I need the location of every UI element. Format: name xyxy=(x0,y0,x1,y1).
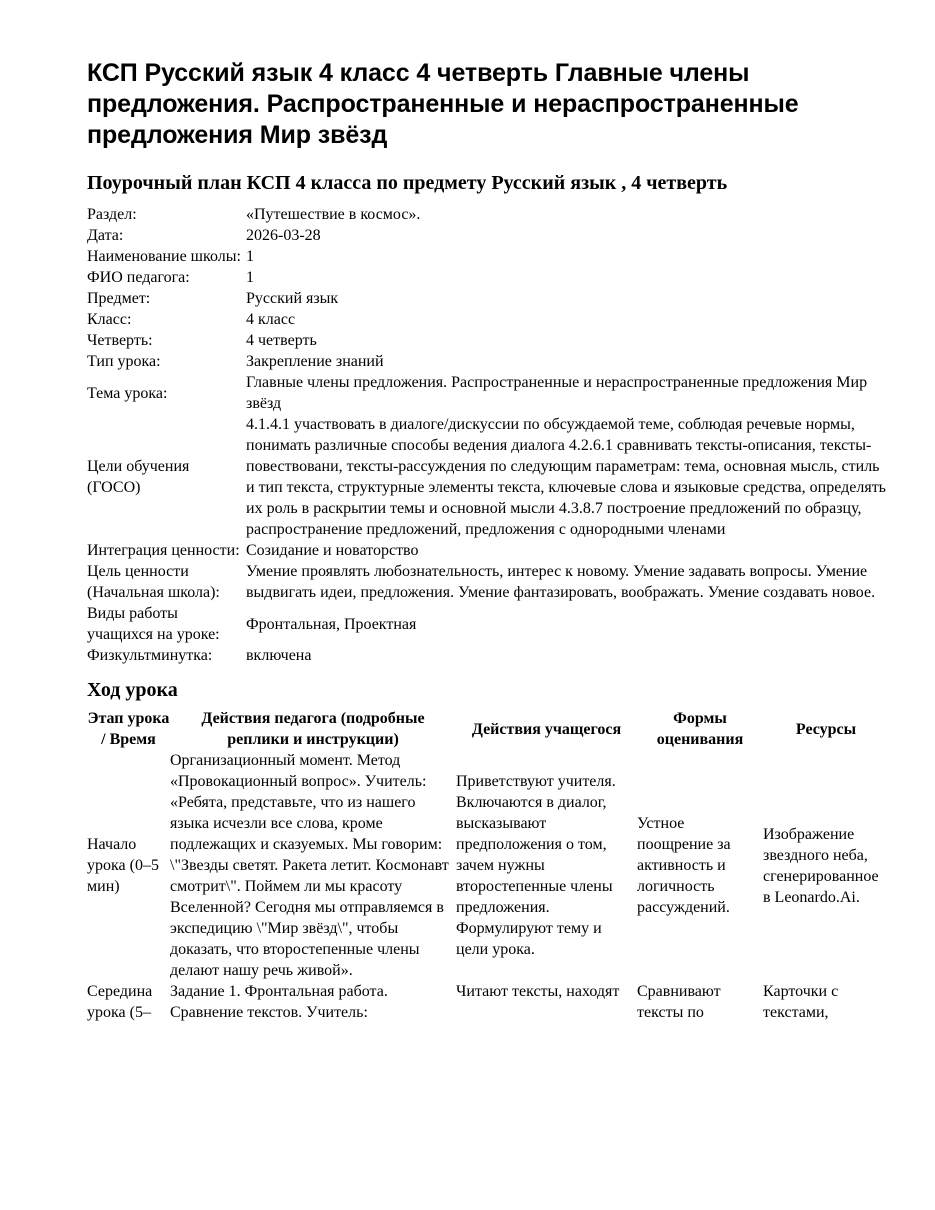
cell-teacher-actions: Задание 1. Фронтальная работа. Сравнение текстов. Учитель: xyxy=(170,983,388,1021)
cell-stage: Середина урока (5– xyxy=(87,983,153,1021)
document-title: КСП Русский язык 4 класс 4 четверть Главные члены предложения. Распространенные и нераспространенные предложения Мир звёзд xyxy=(87,59,799,149)
info-row xyxy=(87,309,889,330)
table-row xyxy=(87,981,889,1023)
document-page xyxy=(87,58,889,1023)
info-row xyxy=(87,225,889,246)
header-student-actions: Действия учащегося xyxy=(471,720,622,738)
info-value: 1 xyxy=(246,269,254,286)
info-value: 2026-03-28 xyxy=(246,227,321,244)
info-row xyxy=(87,603,889,645)
lesson-flow-heading: Ход урока xyxy=(87,679,178,701)
lesson-info-table xyxy=(87,204,889,666)
info-label: Класс: xyxy=(87,311,132,328)
info-row xyxy=(87,246,889,267)
info-value: 4.1.4.1 участвовать в диалоге/дискуссии по обсуждаемой теме, соблюдая речевые нормы, понимать различные способы ведения диалога 4.2.6.1 сравнивать тексты-описания, тексты-повествовани, тексты-рассуждения по следующим параметрам: тема, основная мысль, стиль и тип текста, структурные элементы текста, ключевые слова и языковые средства, определять их роль в раскрытии темы и основной мысли 4.3.8.7 построение предложений по образцу, распространение предложений, предложения с однородными членами xyxy=(246,416,886,538)
info-label: Четверть: xyxy=(87,332,153,349)
info-row xyxy=(87,540,889,561)
info-label: ФИО педагога: xyxy=(87,269,190,286)
info-row xyxy=(87,414,889,540)
info-label: Тема урока: xyxy=(87,384,168,402)
cell-resources: Изображение звездного неба, сгенерированное в Leonardo.Ai. xyxy=(763,825,879,906)
info-row xyxy=(87,204,889,225)
info-value: 4 класс xyxy=(246,311,296,328)
info-value: Главные члены предложения. Распространенные и нераспространенные предложения Мир звёзд xyxy=(246,374,868,412)
info-value: «Путешествие в космос». xyxy=(246,206,421,223)
info-value: Русский язык xyxy=(246,290,339,307)
plan-subtitle: Поурочный план КСП 4 класса по предмету Русский язык , 4 четверть xyxy=(87,172,728,194)
info-label: Цель ценности (Начальная школа): xyxy=(87,563,220,601)
info-row xyxy=(87,330,889,351)
info-row xyxy=(87,645,889,666)
cell-student-actions: Читают тексты, находят xyxy=(456,983,620,1000)
info-label: Предмет: xyxy=(87,290,151,307)
info-value: Созидание и новаторство xyxy=(246,542,419,559)
info-label: Физкультминутка: xyxy=(87,647,213,664)
lesson-table-header xyxy=(87,708,889,750)
header-assessment: Формы оценивания xyxy=(656,710,744,748)
cell-teacher-actions: Организационный момент. Метод «Провокационный вопрос». Учитель: «Ребята, представьте, что из нашего языка исчезли все слова, кроме подлежащих и сказуемых. Мы говорим: \"Звезды светят. Ракета летит. Космонавт смотрит\". Поймем ли мы красоту Вселенной? Сегодня мы отправляемся в экспедицию \"Мир звёзд\", чтобы доказать, что второстепенные члены делают нашу речь живой». xyxy=(170,752,449,979)
info-row xyxy=(87,351,889,372)
info-label: Интеграция ценности: xyxy=(87,542,240,559)
info-value: 4 четверть xyxy=(246,332,317,349)
info-label: Наименование школы: xyxy=(87,248,241,265)
info-row xyxy=(87,561,889,603)
header-stage: Этап урока / Время xyxy=(87,710,170,748)
info-value: включена xyxy=(246,647,312,664)
header-teacher-actions: Действия педагога (подробные реплики и инструкции) xyxy=(201,710,425,748)
info-label: Раздел: xyxy=(87,206,137,223)
cell-assessment: Сравнивают тексты по xyxy=(637,983,721,1021)
lesson-flow-table xyxy=(87,708,889,1023)
info-row xyxy=(87,267,889,288)
cell-stage: Начало урока (0–5 мин) xyxy=(87,836,159,895)
info-label: Дата: xyxy=(87,227,124,244)
header-resources: Ресурсы xyxy=(795,720,857,738)
cell-student-actions: Приветствуют учителя. Включаются в диалог, высказывают предположения о том, зачем нужны второстепенные члены предложения. Формулируют тему и цели урока. xyxy=(456,773,616,958)
cell-assessment: Устное поощрение за активность и логичность рассуждений. xyxy=(637,815,731,916)
info-row xyxy=(87,288,889,309)
info-label: Цели обучения (ГОСО) xyxy=(87,458,190,496)
info-row xyxy=(87,372,889,414)
info-label: Тип урока: xyxy=(87,353,161,370)
info-value: Фронтальная, Проектная xyxy=(246,615,417,633)
table-row xyxy=(87,750,889,981)
info-value: Умение проявлять любознательность, интерес к новому. Умение задавать вопросы. Умение выдвигать идеи, предложения. Умение фантазировать, воображать. Умение создавать новое. xyxy=(246,563,876,601)
info-label: Виды работы учащихся на уроке: xyxy=(87,605,220,643)
info-value: 1 xyxy=(246,248,254,265)
info-value: Закрепление знаний xyxy=(246,353,384,370)
cell-resources: Карточки с текстами, xyxy=(763,983,839,1021)
